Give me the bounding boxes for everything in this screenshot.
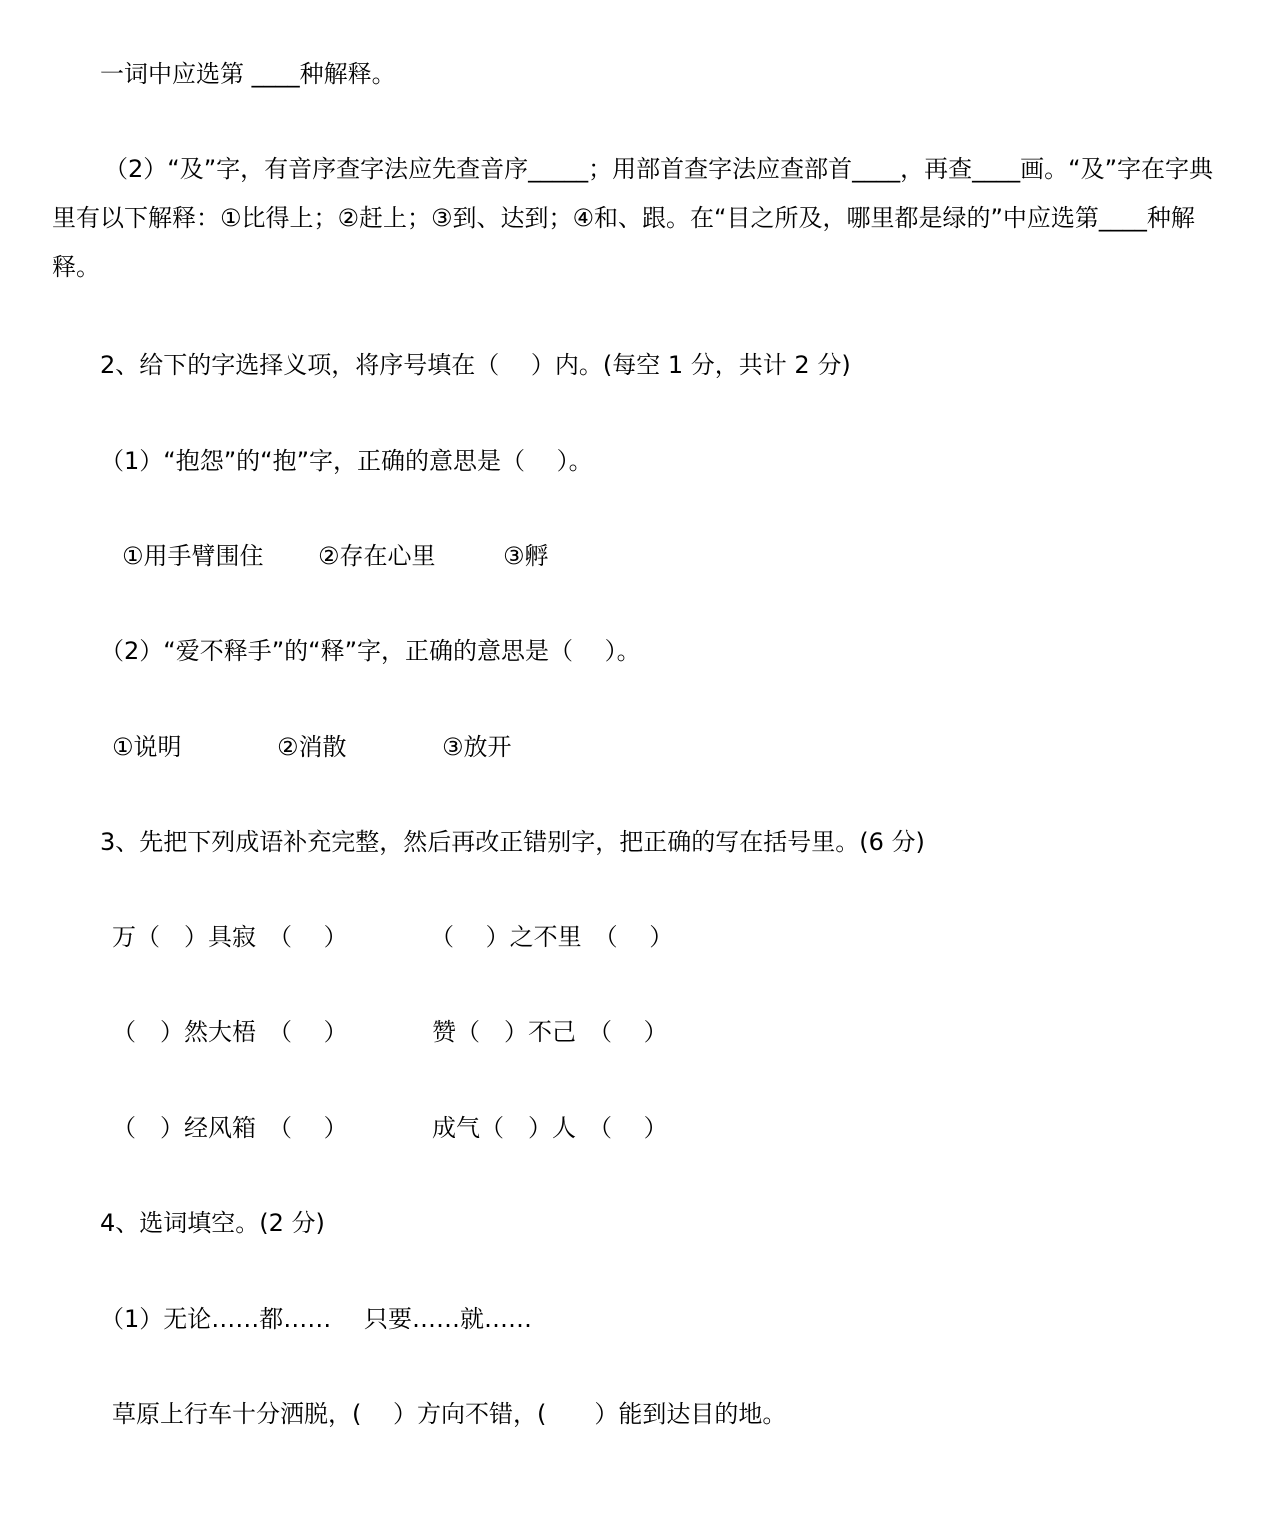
- q3-row3-left: （ ）经风箱 （ ）: [112, 1114, 348, 1142]
- q2-item2-option-3: ③放开: [442, 733, 512, 761]
- q3-title: 3、先把下列成语补充完整，然后再改正错别字，把正确的写在括号里。(6 分): [100, 828, 925, 856]
- q2-item1-option-3: ③孵: [503, 542, 549, 570]
- q1-part2-paragraph: （2）“及”字，有音序查字法应先查音序_____；用部首查字法应查部首____，再查____画。“及”字在字典里有以下解释：①比得上；②赶上；③到、达到；④和、跟。在“目之所及，哪里都是绿的”中应选第____种解释。: [52, 155, 1214, 281]
- q3-row2-left: （ ）然大梧 （ ）: [112, 1018, 348, 1046]
- q3-row1-left: 万（ ）具寂 （ ）: [112, 923, 348, 951]
- q4-title: 4、选词填空。(2 分): [100, 1209, 325, 1237]
- q4-item1-word-pair-1: （1）无论……都……: [100, 1305, 332, 1333]
- q4-item1-word-pair-2: 只要……就……: [364, 1305, 532, 1333]
- q2-item1-option-2: ②存在心里: [318, 542, 436, 570]
- q2-item2-question: （2）“爱不释手”的“释”字，正确的意思是（ ）。: [100, 637, 641, 665]
- q2-title: 2、给下的字选择义项，将序号填在（ ）内。(每空 1 分，共计 2 分): [100, 351, 851, 379]
- q3-row3-right: 成气（ ）人 （ ）: [432, 1114, 668, 1142]
- q3-row1-right: （ ）之不里 （ ）: [430, 923, 674, 951]
- q4-item1-sentence: 草原上行车十分洒脱，( ）方向不错，( ）能到达目的地。: [112, 1400, 787, 1428]
- q3-row2-right: 赞（ ）不己 （ ）: [432, 1018, 668, 1046]
- q2-item2-option-1: ①说明: [112, 733, 182, 761]
- q2-item1-question: （1）“抱怨”的“抱”字，正确的意思是（ ）。: [100, 447, 593, 475]
- q1-tail-line: 一词中应选第 ____种解释。: [100, 60, 396, 88]
- q2-item2-option-2: ②消散: [277, 733, 347, 761]
- q2-item1-option-1: ①用手臂围住: [122, 542, 264, 570]
